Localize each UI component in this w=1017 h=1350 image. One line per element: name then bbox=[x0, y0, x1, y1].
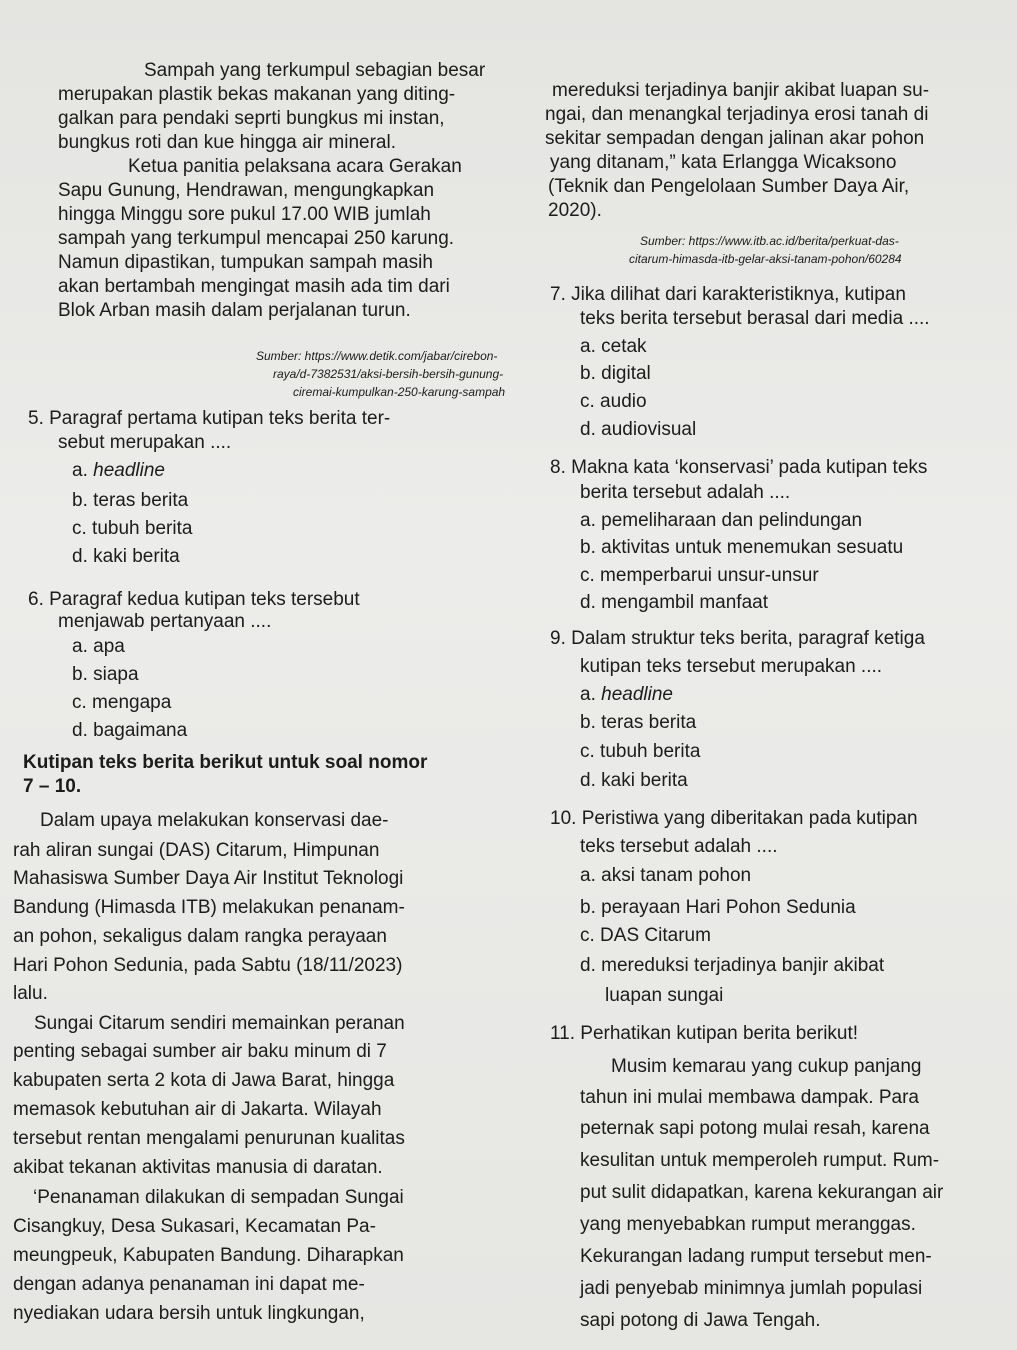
question-7-option-a[interactable] bbox=[580, 336, 647, 358]
question-9-option-c[interactable] bbox=[580, 741, 700, 763]
option-text: c. mengapa bbox=[72, 692, 172, 713]
quote-line: Kekurangan ladang rumput tersebut men- bbox=[580, 1246, 932, 1267]
passage-line: dengan adanya penanaman ini dapat me- bbox=[13, 1274, 365, 1295]
source-citation: Sumber: https://www.detik.com/jabar/cirebon- bbox=[256, 349, 498, 363]
question-7-stem: 7. Jika dilihat dari karakteristiknya, kutipan bbox=[550, 284, 906, 305]
question-8-option-d[interactable] bbox=[580, 592, 768, 614]
continued-line: 2020). bbox=[548, 200, 602, 221]
option-text: c. memperbarui unsur-unsur bbox=[580, 565, 819, 586]
question-9-stem: 9. Dalam struktur teks berita, paragraf ketiga bbox=[550, 628, 925, 649]
intro-line: akan bertambah mengingat masih ada tim dari bbox=[58, 276, 450, 297]
question-5-option-d[interactable] bbox=[72, 546, 180, 568]
option-text: a. cetak bbox=[580, 336, 647, 357]
source-citation: ciremai-kumpulkan-250-karung-sampah bbox=[293, 385, 506, 399]
question-8-option-c[interactable] bbox=[580, 565, 819, 587]
passage-line: Cisangkuy, Desa Sukasari, Kecamatan Pa- bbox=[13, 1216, 376, 1237]
question-6-option-b[interactable] bbox=[72, 664, 139, 686]
passage-line: penting sebagai sumber air baku minum di 7 bbox=[13, 1041, 387, 1062]
question-6-option-c[interactable] bbox=[72, 692, 171, 714]
passage-line: memasok kebutuhan air di Jakarta. Wilayah bbox=[13, 1099, 382, 1120]
intro-line: Ketua panitia pelaksana acara Gerakan bbox=[128, 156, 462, 177]
quote-line: sapi potong di Jawa Tengah. bbox=[580, 1310, 821, 1331]
quote-line: tahun ini mulai membawa dampak. Para bbox=[580, 1087, 920, 1108]
option-text: b. perayaan Hari Pohon Sedunia bbox=[580, 897, 856, 918]
option-text: a. headline bbox=[72, 460, 165, 481]
option-text: d. bagaimana bbox=[72, 720, 188, 741]
continued-line: yang ditanam,” kata Erlangga Wicaksono bbox=[550, 152, 897, 173]
question-9-option-b[interactable] bbox=[580, 712, 696, 734]
option-text: d. audiovisual bbox=[580, 419, 697, 440]
question-9-stem: kutipan teks tersebut merupakan .... bbox=[580, 656, 883, 677]
passage-line: an pohon, sekaligus dalam rangka perayaan bbox=[13, 926, 387, 947]
source-citation: raya/d-7382531/aksi-bersih-bersih-gunung- bbox=[273, 367, 504, 381]
quote-line: yang menyebabkan rumput meranggas. bbox=[580, 1214, 916, 1235]
question-10-option-c[interactable] bbox=[580, 925, 711, 947]
passage-line: Bandung (Himasda ITB) melakukan penanam- bbox=[13, 897, 405, 918]
question-8-stem: berita tersebut adalah .... bbox=[580, 482, 791, 503]
question-7-option-d[interactable] bbox=[580, 419, 696, 441]
intro-line: sampah yang terkumpul mencapai 250 karung. bbox=[58, 228, 455, 249]
question-7-option-b[interactable] bbox=[580, 363, 651, 385]
quote-line: Musim kemarau yang cukup panjang bbox=[611, 1056, 922, 1077]
question-5-option-a[interactable] bbox=[72, 460, 165, 482]
question-5-option-c[interactable] bbox=[72, 518, 192, 540]
intro-line: Sampah yang terkumpul sebagian besar bbox=[144, 60, 486, 81]
question-6-stem bbox=[28, 589, 513, 611]
question-6-option-a[interactable] bbox=[72, 636, 125, 658]
option-text: c. DAS Citarum bbox=[580, 925, 711, 946]
passage-heading: Kutipan teks berita berikut untuk soal nomor bbox=[23, 752, 428, 773]
question-8-option-a[interactable] bbox=[580, 510, 862, 532]
intro-line: merupakan plastik bekas makanan yang diting- bbox=[58, 84, 456, 105]
option-text: a. headline bbox=[580, 684, 673, 705]
question-10-option-d-cont: luapan sungai bbox=[605, 985, 724, 1006]
question-6-option-d[interactable] bbox=[72, 720, 187, 742]
passage-line: kabupaten serta 2 kota di Jawa Barat, hingga bbox=[13, 1070, 395, 1091]
question-6-stem-text: 6. Paragraf kedua kutipan teks tersebut bbox=[28, 589, 360, 610]
intro-line: bungkus roti dan kue hingga air mineral. bbox=[58, 132, 396, 153]
continued-line: (Teknik dan Pengelolaan Sumber Daya Air, bbox=[548, 176, 910, 197]
question-6-stem: menjawab pertanyaan .... bbox=[58, 611, 272, 632]
intro-line: Blok Arban masih dalam perjalanan turun. bbox=[58, 300, 411, 321]
option-text: c. tubuh berita bbox=[72, 518, 193, 539]
passage-line: Sungai Citarum sendiri memainkan peranan bbox=[34, 1013, 405, 1034]
question-10-stem: teks tersebut adalah .... bbox=[580, 836, 778, 857]
question-7-stem: teks berita tersebut berasal dari media .... bbox=[580, 308, 930, 329]
passage-line: nyediakan udara bersih untuk lingkungan, bbox=[13, 1303, 365, 1324]
intro-line: hingga Minggu sore pukul 17.00 WIB jumlah bbox=[58, 204, 431, 225]
question-11-stem: 11. Perhatikan kutipan berita berikut! bbox=[550, 1023, 859, 1044]
option-text: c. tubuh berita bbox=[580, 741, 701, 762]
intro-line: Namun dipastikan, tumpukan sampah masih bbox=[58, 252, 433, 273]
question-8-stem: 8. Makna kata ‘konservasi’ pada kutipan teks bbox=[550, 457, 928, 478]
option-text: b. teras berita bbox=[72, 490, 189, 511]
option-text: d. kaki berita bbox=[72, 546, 180, 567]
option-text: b. digital bbox=[580, 363, 651, 384]
passage-line: rah aliran sungai (DAS) Citarum, Himpunan bbox=[13, 840, 380, 861]
question-8-option-b[interactable] bbox=[580, 537, 903, 559]
question-10-stem: 10. Peristiwa yang diberitakan pada kutipan bbox=[550, 808, 918, 829]
option-text: d. mengambil manfaat bbox=[580, 592, 768, 613]
passage-line: akibat tekanan aktivitas manusia di daratan. bbox=[13, 1157, 383, 1178]
source-citation: Sumber: https://www.itb.ac.id/berita/perkuat-das- bbox=[640, 234, 899, 248]
passage-heading: 7 – 10. bbox=[23, 776, 82, 797]
intro-line: galkan para pendaki seprti bungkus mi instan, bbox=[58, 108, 445, 129]
option-text: a. apa bbox=[72, 636, 125, 657]
quote-line: peternak sapi potong mulai resah, karena bbox=[580, 1118, 930, 1139]
option-text: b. teras berita bbox=[580, 712, 697, 733]
passage-line: lalu. bbox=[13, 983, 48, 1004]
option-text: b. aktivitas untuk menemukan sesuatu bbox=[580, 537, 904, 558]
question-9-option-d[interactable] bbox=[580, 770, 688, 792]
continued-line: ngai, dan menangkal terjadinya erosi tanah di bbox=[545, 104, 929, 125]
passage-line: meungpeuk, Kabupaten Bandung. Diharapkan bbox=[13, 1245, 404, 1266]
quote-line: jadi penyebab minimnya jumlah populasi bbox=[580, 1278, 923, 1299]
source-citation: citarum-himasda-itb-gelar-aksi-tanam-pohon/60284 bbox=[629, 252, 902, 266]
question-7-option-c[interactable] bbox=[580, 391, 647, 413]
passage-line: Hari Pohon Sedunia, pada Sabtu (18/11/2023) bbox=[13, 955, 403, 976]
question-10-option-b[interactable] bbox=[580, 897, 856, 919]
question-9-option-a[interactable] bbox=[580, 684, 673, 706]
passage-line: Dalam upaya melakukan konservasi dae- bbox=[40, 810, 389, 831]
option-text: d. mereduksi terjadinya banjir akibat bbox=[580, 955, 885, 976]
intro-line: Sapu Gunung, Hendrawan, mengungkapkan bbox=[58, 180, 435, 201]
option-text: a. pemeliharaan dan pelindungan bbox=[580, 510, 863, 531]
question-5-option-b[interactable] bbox=[72, 490, 188, 512]
passage-line: Mahasiswa Sumber Daya Air Institut Teknologi bbox=[13, 868, 404, 889]
passage-line: tersebut rentan mengalami penurunan kualitas bbox=[13, 1128, 405, 1149]
question-10-option-d[interactable] bbox=[580, 955, 884, 977]
option-text: b. siapa bbox=[72, 664, 139, 685]
quote-line: kesulitan untuk memperoleh rumput. Rum- bbox=[580, 1150, 940, 1171]
passage-line: ‘Penanaman dilakukan di sempadan Sungai bbox=[33, 1187, 404, 1208]
option-text: c. audio bbox=[580, 391, 647, 412]
question-10-option-a[interactable] bbox=[580, 865, 751, 887]
continued-line: mereduksi terjadinya banjir akibat luapan su- bbox=[552, 80, 930, 101]
quote-line: put sulit didapatkan, karena kekurangan air bbox=[580, 1182, 944, 1203]
option-text: a. aksi tanam pohon bbox=[580, 865, 752, 886]
continued-line: sekitar sempadan dengan jalinan akar pohon bbox=[545, 128, 925, 149]
option-text: d. kaki berita bbox=[580, 770, 688, 791]
question-5-stem: sebut merupakan .... bbox=[58, 432, 232, 453]
question-5-stem: 5. Paragraf pertama kutipan teks berita ter- bbox=[28, 408, 391, 429]
